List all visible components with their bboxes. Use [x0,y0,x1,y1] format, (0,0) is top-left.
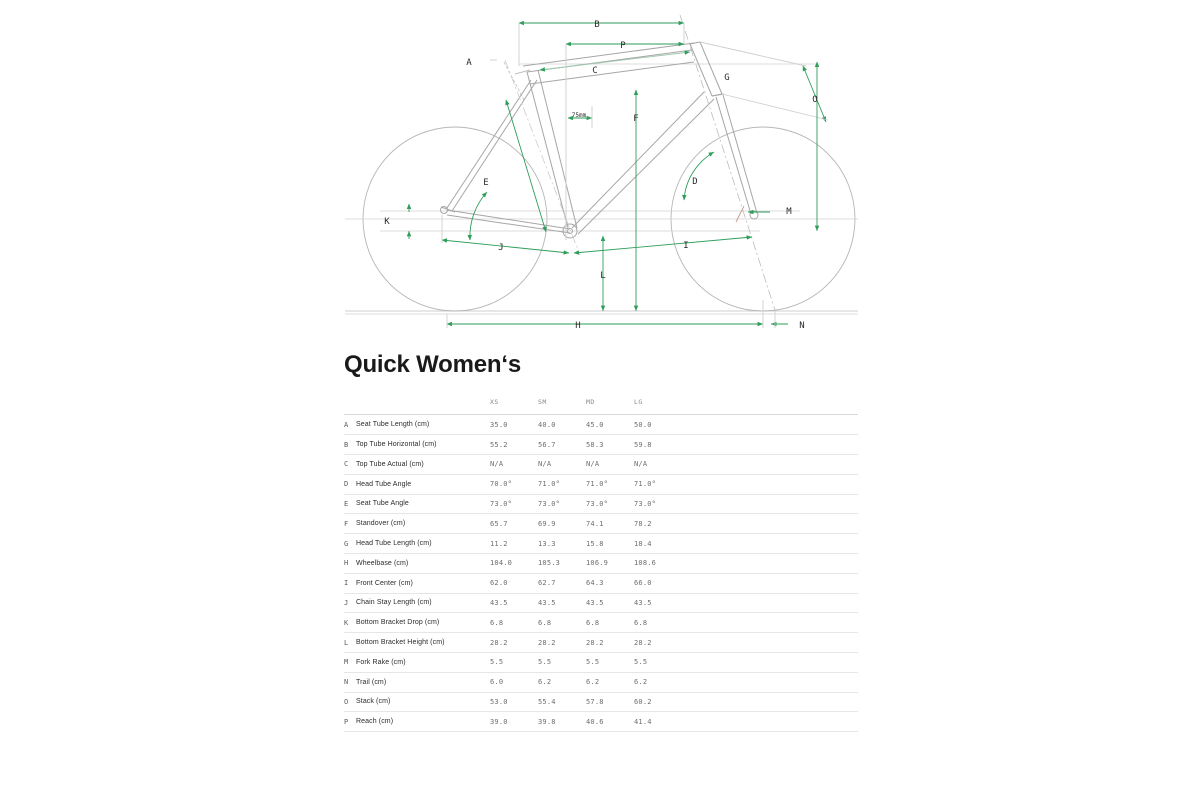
table-row [344,692,858,712]
table-header-row [344,392,858,415]
table-row [344,435,858,455]
cell-xs: 62.0 [490,579,508,588]
cell-spacer [682,633,858,653]
cell-sm: 6.2 [538,678,552,687]
cell-lg: 6.8 [634,618,648,627]
bicycle-geometry-diagram [0,0,1200,345]
row-letter: D [344,480,349,489]
cell-md: 57.8 [586,697,604,706]
table-row [344,534,858,554]
cell-sm: 43.5 [538,598,556,607]
dim-label-H: H [575,321,581,331]
cell-md: 40.6 [586,717,604,726]
header-measurement-col [356,392,490,415]
dim-label-F: F [633,114,639,124]
cell-sm: 55.4 [538,697,556,706]
row-letter: L [344,638,349,647]
cell-sm: 13.3 [538,539,556,548]
cell-spacer [682,672,858,692]
geometry-drawing [0,0,1200,345]
cell-xs: 53.0 [490,697,508,706]
dim-label-M: M [786,207,792,217]
cell-md: 73.0° [586,499,609,508]
row-letter: B [344,440,349,449]
cell-md: 15.8 [586,539,604,548]
table-row [344,633,858,653]
cell-lg: 5.5 [634,658,648,667]
row-label: Front Center (cm) [356,579,413,587]
cell-lg: 28.2 [634,638,652,647]
header-letter-col [344,392,356,415]
cell-sm: 73.0° [538,499,561,508]
dim-label-K: K [384,217,390,227]
cell-sm: 56.7 [538,440,556,449]
table-row [344,454,858,474]
cell-lg: 66.0 [634,579,652,588]
header-spacer-col [682,392,858,415]
page-title: Quick Women‘s [344,351,522,378]
cell-sm: 69.9 [538,519,556,528]
cell-sm: 71.0° [538,480,561,489]
cell-lg: 6.2 [634,678,648,687]
row-letter: K [344,618,349,627]
cell-sm: 39.8 [538,717,556,726]
cell-lg: 50.0 [634,420,652,429]
dim-label-J: J [498,243,504,253]
cell-sm: 28.2 [538,638,556,647]
cell-lg: 59.8 [634,440,652,449]
table-row [344,474,858,494]
table-row [344,573,858,593]
table-row [344,494,858,514]
row-letter: N [344,678,349,687]
cell-xs: 35.0 [490,420,508,429]
dim-label-C: C [592,66,598,76]
row-label: Reach (cm) [356,718,394,726]
cell-spacer [682,494,858,514]
row-letter: P [344,717,349,726]
dimension-lines [409,23,828,328]
row-label: Fork Rake (cm) [356,658,406,666]
row-label: Top Tube Horizontal (cm) [356,441,437,449]
geometry-spec-block [344,352,856,732]
cell-lg: N/A [634,460,648,469]
cell-xs: 6.8 [490,618,504,627]
cell-xs: 70.0° [490,480,513,489]
cell-md: N/A [586,460,600,469]
cell-lg: 18.4 [634,539,652,548]
row-letter: F [344,519,349,528]
cell-sm: 62.7 [538,579,556,588]
dim-label-N: N [799,321,805,331]
dim-label-I: I [683,241,689,251]
cell-sm: N/A [538,460,552,469]
dim-label-B: B [594,20,600,30]
stem-offset-label: 75mm [571,112,587,119]
row-letter: H [344,559,349,568]
row-letter: C [344,460,349,469]
cell-xs: 6.0 [490,678,504,687]
dim-label-O: O [812,95,818,105]
cell-md: 6.2 [586,678,600,687]
cell-xs: 55.2 [490,440,508,449]
dim-label-L: L [600,271,606,281]
row-label: Bottom Bracket Height (cm) [356,639,445,647]
cell-md: 71.0° [586,480,609,489]
table-header [344,392,858,415]
cell-spacer [682,534,858,554]
table-row [344,553,858,573]
row-letter: G [344,539,349,548]
geometry-table [344,392,858,732]
cell-xs: 11.2 [490,539,508,548]
dim-label-D: D [692,177,698,187]
cell-xs: 28.2 [490,638,508,647]
cell-md: 58.3 [586,440,604,449]
dim-label-G: G [724,73,730,83]
row-label: Seat Tube Length (cm) [356,421,430,429]
cell-spacer [682,474,858,494]
cell-lg: 41.4 [634,717,652,726]
dim-label-P: P [620,41,626,51]
row-label: Stack (cm) [356,698,391,706]
header-size-md: MD [586,392,634,415]
head-tube-axis [680,15,775,310]
table-row [344,593,858,613]
cell-xs: N/A [490,460,504,469]
row-label: Top Tube Actual (cm) [356,460,424,468]
cell-spacer [682,553,858,573]
table-row [344,652,858,672]
row-letter: J [344,598,349,607]
row-label: Bottom Bracket Drop (cm) [356,619,440,627]
cell-lg: 43.5 [634,598,652,607]
cell-md: 43.5 [586,598,604,607]
row-letter: O [344,697,349,706]
cell-md: 106.9 [586,559,609,568]
dim-label-E: E [483,178,489,188]
cell-spacer [682,712,858,732]
table-row [344,613,858,633]
cell-spacer [682,454,858,474]
cell-lg: 73.0° [634,499,657,508]
header-size-sm: SM [538,392,586,415]
cell-md: 28.2 [586,638,604,647]
cell-sm: 6.8 [538,618,552,627]
row-letter: A [344,420,349,429]
cell-xs: 104.0 [490,559,513,568]
header-size-xs: XS [490,392,538,415]
dimension-letter-labels [384,20,817,331]
row-letter: M [344,658,349,667]
cell-spacer [682,415,858,435]
cell-lg: 71.0° [634,480,657,489]
cell-xs: 65.7 [490,519,508,528]
cell-lg: 78.2 [634,519,652,528]
cell-md: 74.1 [586,519,604,528]
bicycle-frame [441,42,759,238]
cell-sm: 5.5 [538,658,552,667]
cell-md: 6.8 [586,618,600,627]
table-row [344,672,858,692]
row-letter: I [344,579,349,588]
row-label: Trail (cm) [356,678,387,686]
cell-lg: 60.2 [634,697,652,706]
row-label: Standover (cm) [356,520,406,528]
cell-md: 64.3 [586,579,604,588]
cell-spacer [682,593,858,613]
cell-spacer [682,613,858,633]
row-label: Chain Stay Length (cm) [356,599,432,607]
table-row [344,415,858,435]
header-size-lg: LG [634,392,682,415]
row-label: Seat Tube Angle [356,500,409,508]
row-letter: E [344,499,349,508]
cell-spacer [682,573,858,593]
row-label: Head Tube Angle [356,480,412,488]
cell-md: 5.5 [586,658,600,667]
table-body [344,415,858,732]
cell-spacer [682,435,858,455]
table-row [344,712,858,732]
cell-xs: 5.5 [490,658,504,667]
cell-spacer [682,652,858,672]
cell-sm: 105.3 [538,559,561,568]
cell-lg: 108.6 [634,559,657,568]
cell-xs: 43.5 [490,598,508,607]
row-label: Head Tube Length (cm) [356,540,432,548]
row-label: Wheelbase (cm) [356,559,409,567]
cell-md: 45.0 [586,420,604,429]
table-row [344,514,858,534]
dim-label-A: A [466,58,472,68]
cell-sm: 40.0 [538,420,556,429]
cell-xs: 39.0 [490,717,508,726]
cell-spacer [682,692,858,712]
cell-spacer [682,514,858,534]
cell-xs: 73.0° [490,499,513,508]
